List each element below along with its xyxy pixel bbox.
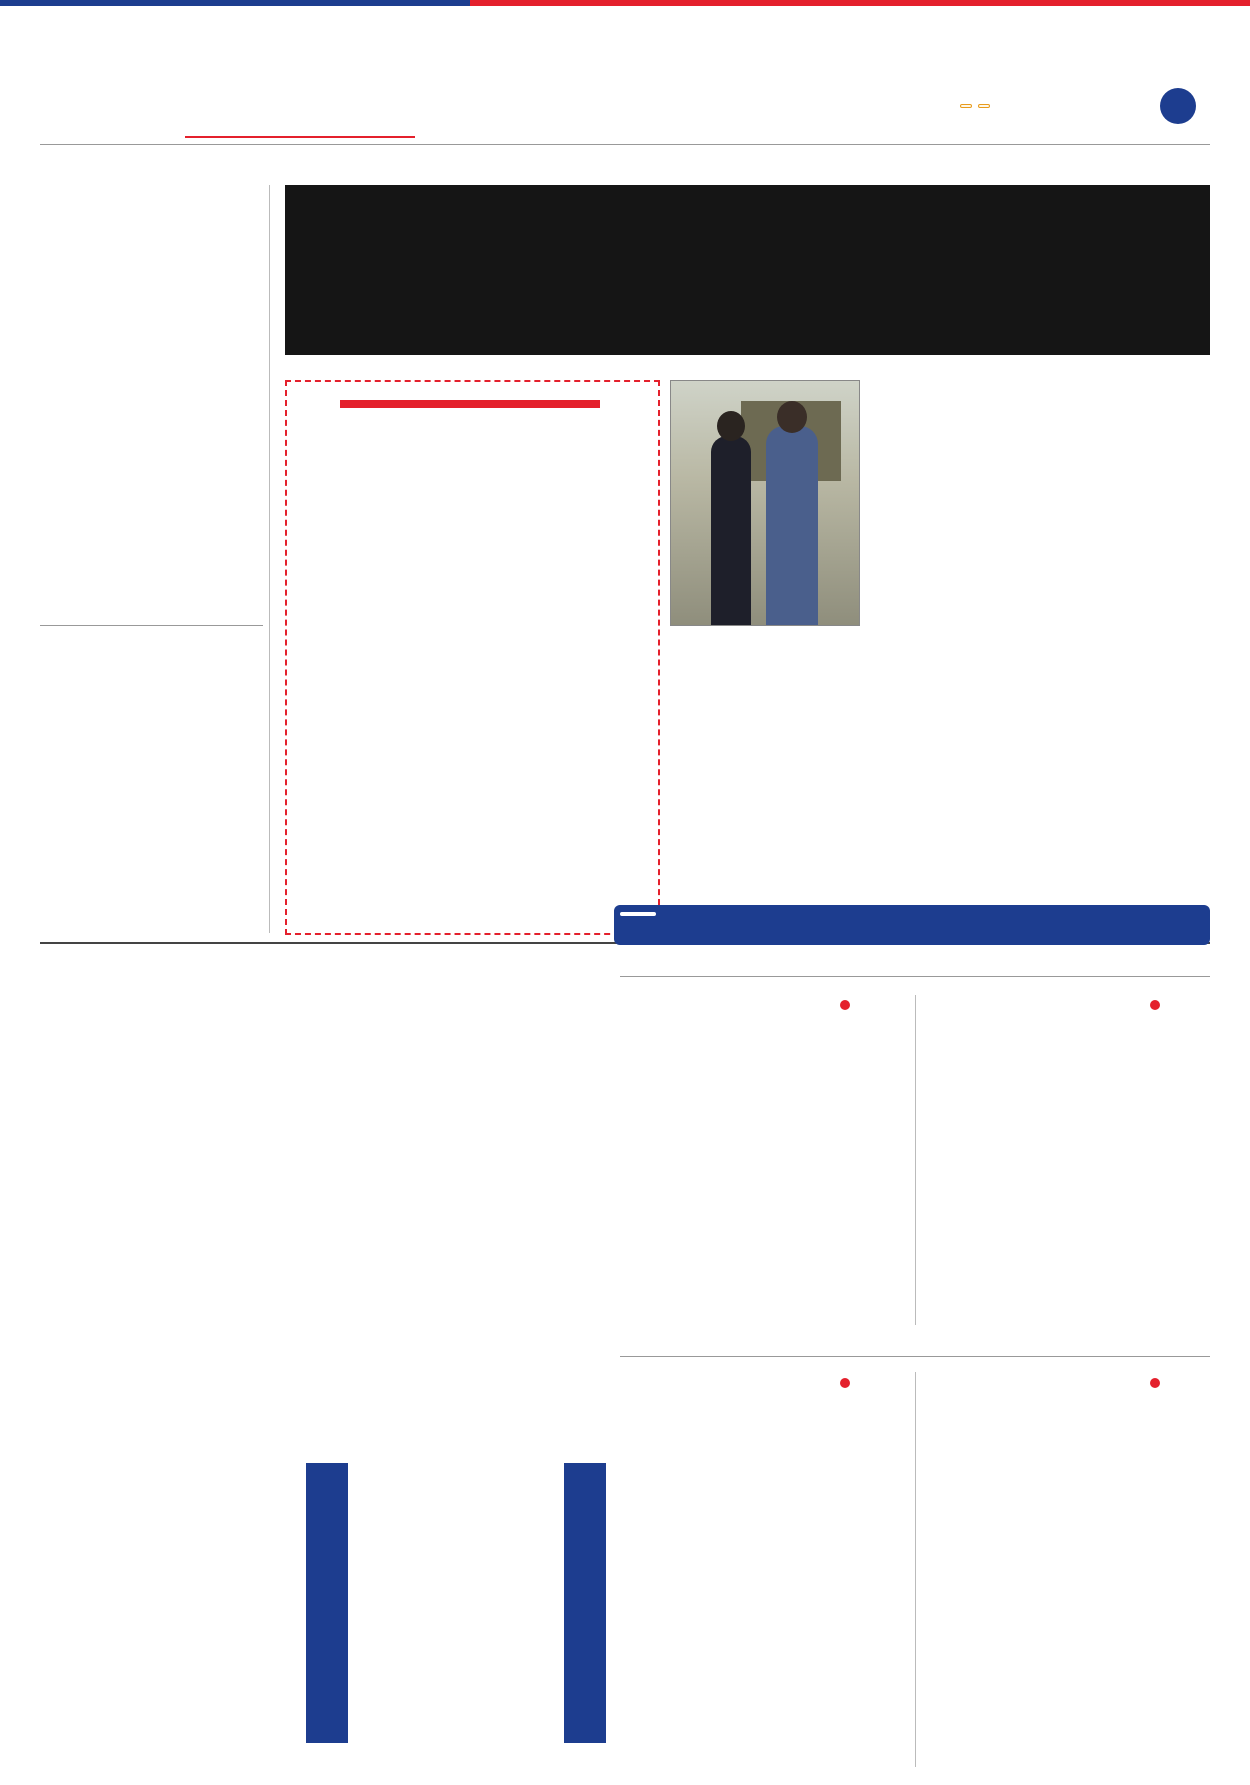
article-body-1 <box>870 500 1210 630</box>
navy-strip <box>0 0 470 6</box>
special-horizontal-label <box>1150 1378 1164 1388</box>
article-body-2 <box>870 655 1210 935</box>
solution-regular-grid <box>330 1463 530 1663</box>
solution-special-grid <box>70 1463 270 1663</box>
bullet-icon <box>840 1378 850 1388</box>
bullet-icon <box>1150 1378 1160 1388</box>
red-strip <box>470 0 1250 6</box>
crossword-row-numbers <box>578 960 600 1454</box>
crossword-grid[interactable] <box>70 960 576 1454</box>
clue-divider <box>915 1372 916 1767</box>
special-rule <box>620 1356 1210 1357</box>
top-story-col-4 <box>295 195 580 350</box>
top-story-col-2 <box>795 238 990 350</box>
photo-officer <box>711 436 751 626</box>
instagram-handle[interactable] <box>978 104 990 108</box>
top-story-col-3 <box>590 238 785 350</box>
top-story-col-1 <box>1000 195 1200 350</box>
sidebar-briefs <box>40 185 270 933</box>
brief-1-body <box>40 189 263 619</box>
logo-underline <box>185 136 415 138</box>
regular-horizontal-label <box>1150 1000 1164 1010</box>
special-vertical-label <box>840 1378 854 1388</box>
bullet-icon <box>840 1000 850 1010</box>
news-photo <box>670 380 860 626</box>
boxed-article-col-2a <box>295 532 465 722</box>
boxed-article-col-1 <box>475 470 650 930</box>
photo-officer-head <box>717 411 745 441</box>
bullet-icon <box>1150 1000 1160 1010</box>
regular-vertical-label <box>840 1000 854 1010</box>
top-color-bar <box>0 0 1250 70</box>
photo-defendant-head <box>777 401 807 433</box>
crossword-column-numbers <box>70 932 576 952</box>
plus-icon[interactable] <box>1160 88 1196 124</box>
article-body-3 <box>670 633 860 933</box>
brief-divider <box>40 625 263 626</box>
social-handles <box>960 104 990 108</box>
header-divider <box>40 144 1210 145</box>
crossword-header <box>614 905 1210 945</box>
boxed-article-tag <box>340 400 600 408</box>
solution-regular-label <box>564 1463 606 1743</box>
clue-divider <box>915 995 916 1325</box>
telegram-handle[interactable] <box>960 104 972 108</box>
boxed-article-col-2b <box>295 742 465 927</box>
regular-rule <box>620 976 1210 977</box>
photo-defendant <box>766 426 818 626</box>
crossword-issue-number <box>620 912 656 916</box>
